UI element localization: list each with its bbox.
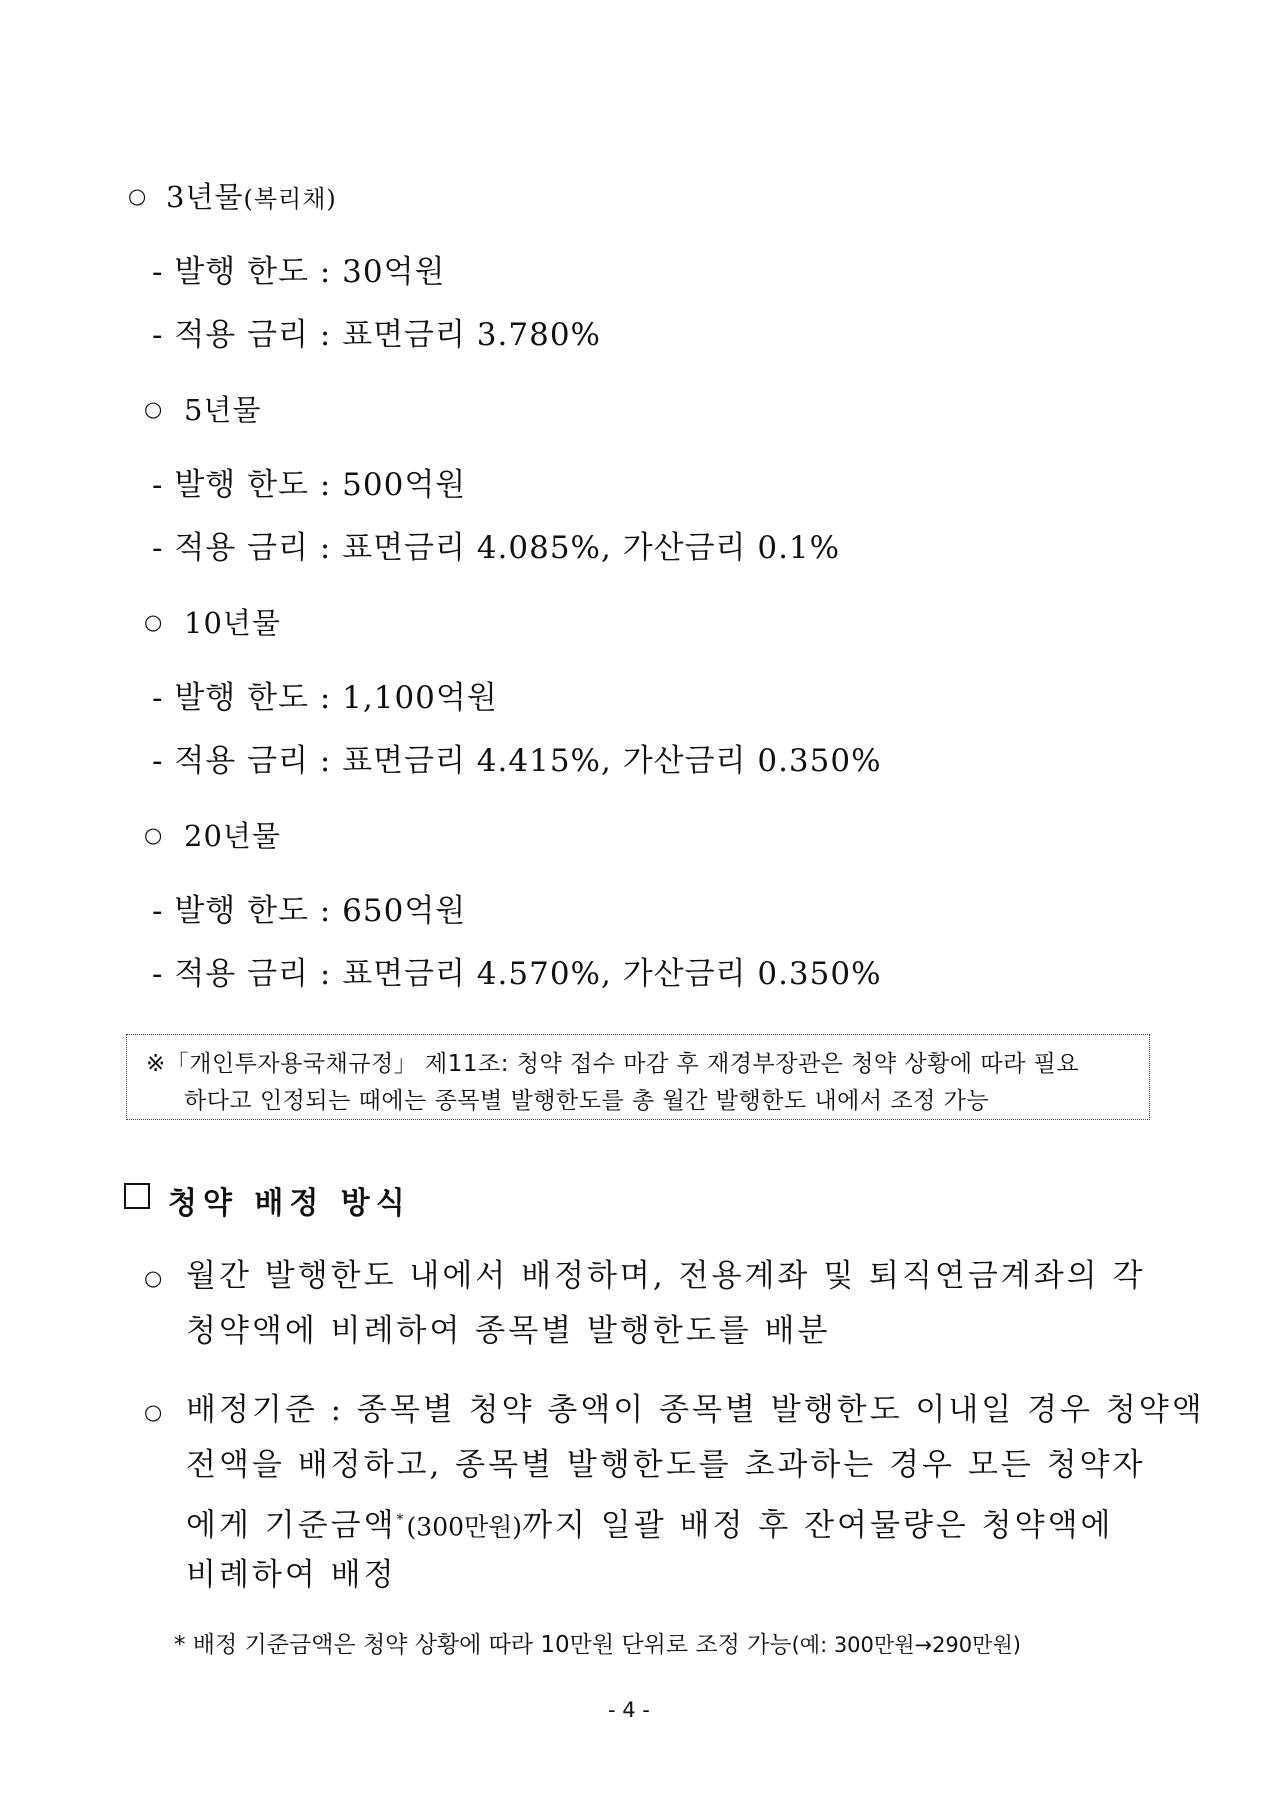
bullet-circle: ○ bbox=[144, 610, 163, 634]
item-title-10y: 10년물 bbox=[184, 606, 281, 640]
line-5y-rate: - 적용 금리 : 표면금리 4.085%, 가산금리 0.1% bbox=[152, 530, 841, 566]
bullet-circle: ○ bbox=[144, 823, 163, 847]
footnote: * 배정 기준금액은 청약 상황에 따라 10만원 단위로 조정 가능(예: 300만원→290만원) bbox=[174, 1632, 1021, 1658]
section-checkbox-square bbox=[124, 1183, 150, 1209]
line-10y-rate: - 적용 금리 : 표면금리 4.415%, 가산금리 0.350% bbox=[152, 743, 882, 779]
bullet-circle: ○ bbox=[128, 184, 147, 208]
page-number: - 4 - bbox=[608, 1698, 650, 1722]
line-20y-rate: - 적용 금리 : 표면금리 4.570%, 가산금리 0.350% bbox=[152, 956, 882, 992]
item-title-3y: 3년물(복리채) bbox=[166, 180, 337, 214]
line-20y-limit: - 발행 한도 : 650억원 bbox=[152, 893, 467, 929]
line-3y-limit: - 발행 한도 : 30억원 bbox=[152, 254, 446, 290]
para1-line2: 청약액에 비례하여 종목별 발행한도를 배분 bbox=[186, 1313, 831, 1349]
line-3y-rate: - 적용 금리 : 표면금리 3.780% bbox=[152, 317, 601, 353]
bullet-circle: ○ bbox=[144, 1400, 163, 1424]
regulation-note-line1: ※「개인투자용국채규정」 제11조: 청약 접수 마감 후 재경부장관은 청약 상황에 따라 필요 bbox=[146, 1051, 1080, 1077]
item-title-5y: 5년물 bbox=[184, 393, 262, 427]
para1-line1: 월간 발행한도 내에서 배정하며, 전용계좌 및 퇴직연금계좌의 각 bbox=[186, 1258, 1146, 1294]
line-5y-limit: - 발행 한도 : 500억원 bbox=[152, 467, 467, 503]
para2-line3: 에게 기준금액*(300만원)까지 일괄 배정 후 잔여물량은 청약액에 bbox=[186, 1507, 1114, 1544]
item-title-20y: 20년물 bbox=[184, 819, 281, 853]
para2-line1: 배정기준 : 종목별 청약 총액이 종목별 발행한도 이내일 경우 청약액 bbox=[186, 1392, 1205, 1428]
line-10y-limit: - 발행 한도 : 1,100억원 bbox=[152, 680, 498, 716]
bullet-circle: ○ bbox=[144, 397, 163, 421]
regulation-note-line2: 하다고 인정되는 때에는 종목별 발행한도를 총 월간 발행한도 내에서 조정 가능 bbox=[184, 1088, 990, 1114]
para2-line4: 비례하여 배정 bbox=[186, 1557, 397, 1593]
section-title: 청약 배정 방식 bbox=[168, 1186, 411, 1221]
para2-line2: 전액을 배정하고, 종목별 발행한도를 초과하는 경우 모든 청약자 bbox=[186, 1447, 1146, 1483]
bullet-circle: ○ bbox=[144, 1266, 163, 1290]
